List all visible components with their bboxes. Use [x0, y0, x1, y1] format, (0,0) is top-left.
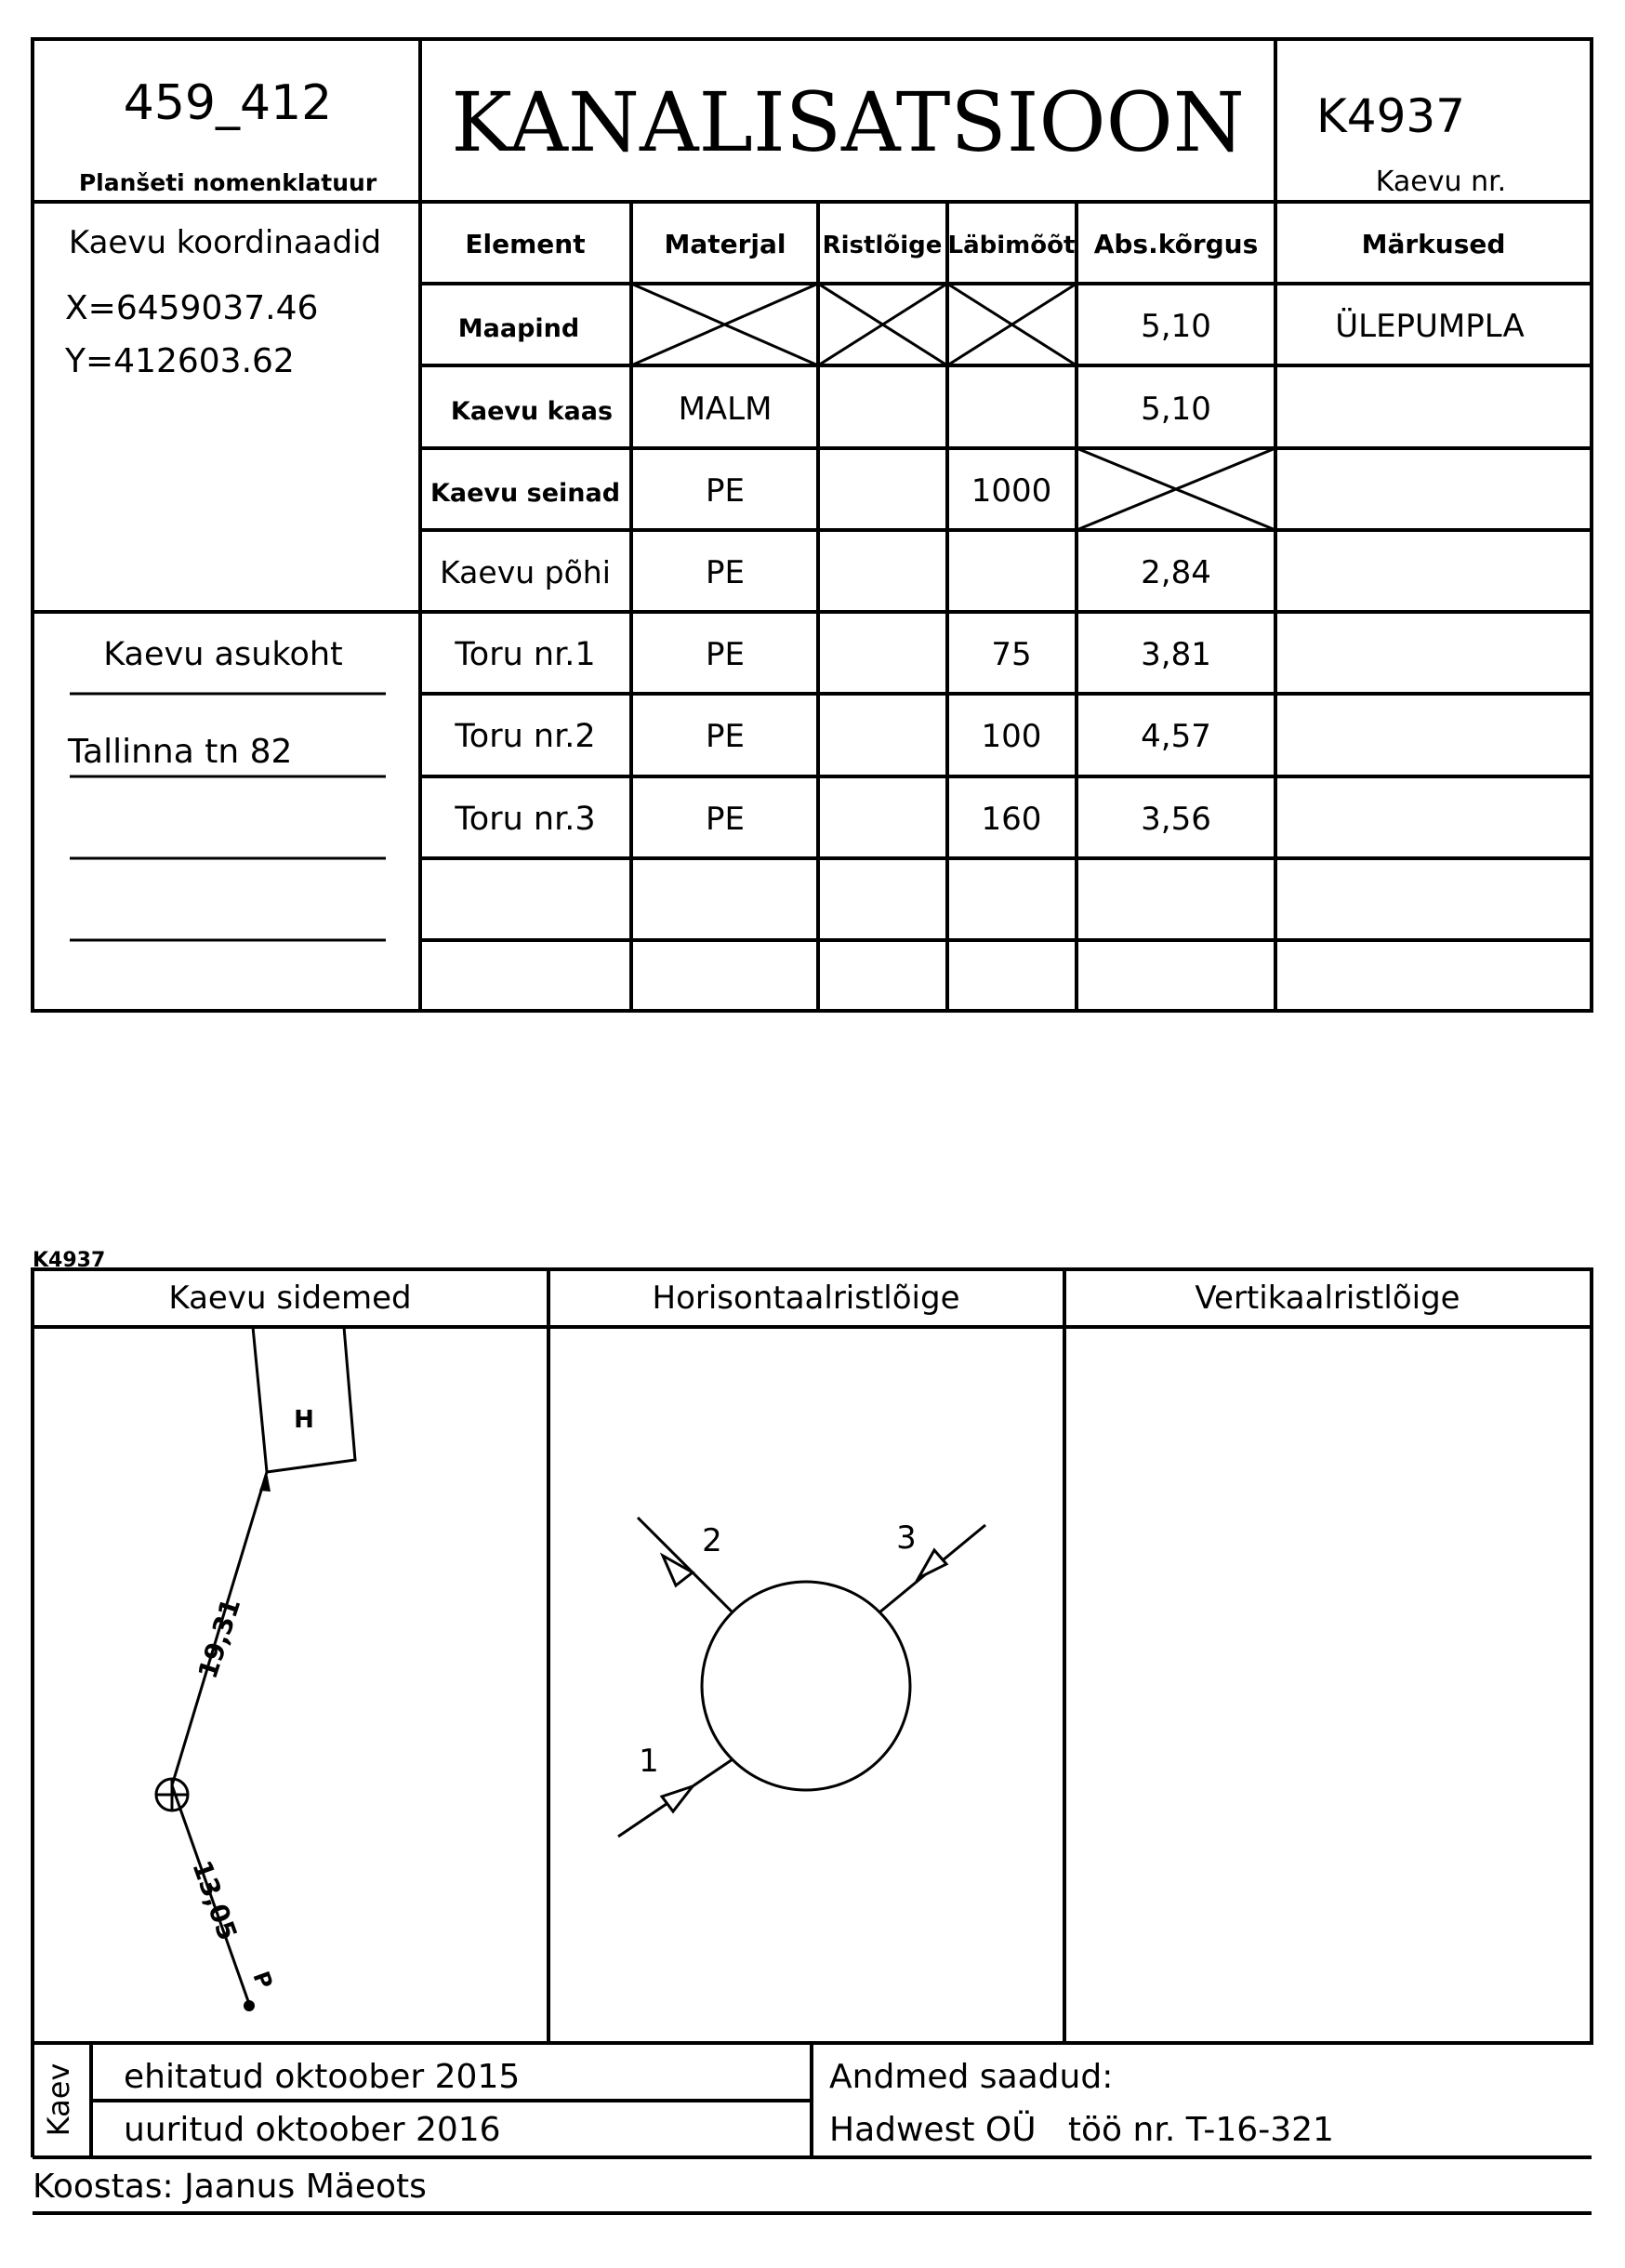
building-label: H: [294, 1406, 314, 1434]
horizontal-section-sketch: [618, 1518, 985, 1837]
pipe-2-label: 2: [702, 1522, 722, 1559]
table-row: [454, 801, 1211, 838]
lower-frame: [33, 1269, 1592, 2043]
footer-data-source: Hadwest OÜ töö nr. T-16-321: [829, 2111, 1334, 2149]
footer-surveyed: uuritud oktoober 2016: [124, 2111, 501, 2149]
row-element: Maapind: [457, 314, 580, 343]
lower-small-label: K4937: [33, 1249, 106, 1272]
row-abs-height: 5,10: [1141, 308, 1211, 345]
distance-top: 19,31: [192, 1594, 247, 1683]
row-element: Kaevu kaas: [450, 397, 614, 426]
col-header-diameter: Läbimõõt: [947, 232, 1076, 259]
pipe-1-label: 1: [639, 1743, 659, 1780]
pipe-3-arrow: [918, 1550, 946, 1578]
row-material: PE: [706, 554, 745, 591]
ties-sketch: [156, 1327, 355, 2011]
col-header-material: Materjal: [664, 229, 786, 259]
point-marker: [244, 2000, 255, 2011]
point-label: P: [247, 1968, 278, 1993]
row-abs-height: 2,84: [1141, 554, 1211, 591]
pipe-3-label: 3: [896, 1519, 917, 1557]
col-header-element: Element: [465, 229, 586, 259]
row-abs-height: 4,57: [1141, 718, 1211, 755]
sheet-number: 459_412: [123, 75, 333, 131]
table-row: [440, 554, 1211, 591]
row-abs-height: 5,10: [1141, 391, 1211, 428]
sheet-caption: Planšeti nomenklatuur: [78, 169, 377, 196]
building-outline: [253, 1327, 355, 1472]
table-row: [430, 472, 1051, 510]
panel-vertical-title: Vertikaalristlõige: [1195, 1280, 1460, 1317]
footer-compiled: Koostas: Jaanus Mäeots: [33, 2168, 427, 2206]
pipe-2-arrow: [663, 1556, 693, 1585]
table-row: [451, 391, 1211, 428]
well-circle: [702, 1582, 910, 1790]
page-title: KANALISATSIOON: [451, 74, 1245, 170]
panel-ties-title: Kaevu sidemed: [168, 1280, 412, 1317]
row-diameter: 75: [991, 636, 1032, 673]
row-element: Toru nr.2: [455, 718, 596, 755]
coordinate-y: Y=412603.62: [65, 342, 295, 380]
location-address: Tallinna tn 82: [68, 733, 293, 771]
row-remarks: ÜLEPUMPLA: [1335, 308, 1525, 345]
distance-bottom: 13,05: [186, 1856, 244, 1945]
row-abs-height: 3,56: [1141, 801, 1211, 838]
row-diameter: 100: [981, 718, 1042, 755]
col-header-abs-height: Abs.kõrgus: [1093, 229, 1259, 259]
row-material: PE: [706, 718, 745, 755]
footer-built: ehitatud oktoober 2015: [124, 2058, 521, 2096]
panel-horizontal-title: Horisontaalristlõige: [652, 1280, 960, 1317]
col-header-remarks: Märkused: [1361, 229, 1506, 259]
footer-data-label: Andmed saadud:: [829, 2058, 1114, 2096]
table-row: [454, 718, 1211, 755]
row-element: Toru nr.1: [455, 636, 596, 673]
footer-side-label: Kaev: [41, 2062, 76, 2137]
col-header-cross-section: Ristlõige: [822, 232, 943, 259]
row-material: PE: [706, 801, 745, 838]
row-material: PE: [706, 472, 745, 510]
well-number: K4937: [1316, 89, 1466, 143]
location-label: Kaevu asukoht: [103, 636, 343, 673]
pipe-1-arrow: [662, 1786, 693, 1811]
row-abs-height: 3,81: [1141, 636, 1211, 673]
coordinate-x: X=6459037.46: [65, 289, 319, 327]
well-caption: Kaevu nr.: [1375, 166, 1507, 198]
row-material: MALM: [678, 391, 773, 428]
row-diameter: 1000: [971, 472, 1052, 510]
row-element: Toru nr.3: [455, 801, 596, 838]
row-diameter: 160: [981, 801, 1042, 838]
coordinates-label: Kaevu koordinaadid: [68, 224, 382, 261]
row-element: Kaevu põhi: [440, 554, 611, 590]
table-row: [454, 636, 1211, 673]
row-element: Kaevu seinad: [429, 479, 621, 508]
row-material: PE: [706, 636, 745, 673]
